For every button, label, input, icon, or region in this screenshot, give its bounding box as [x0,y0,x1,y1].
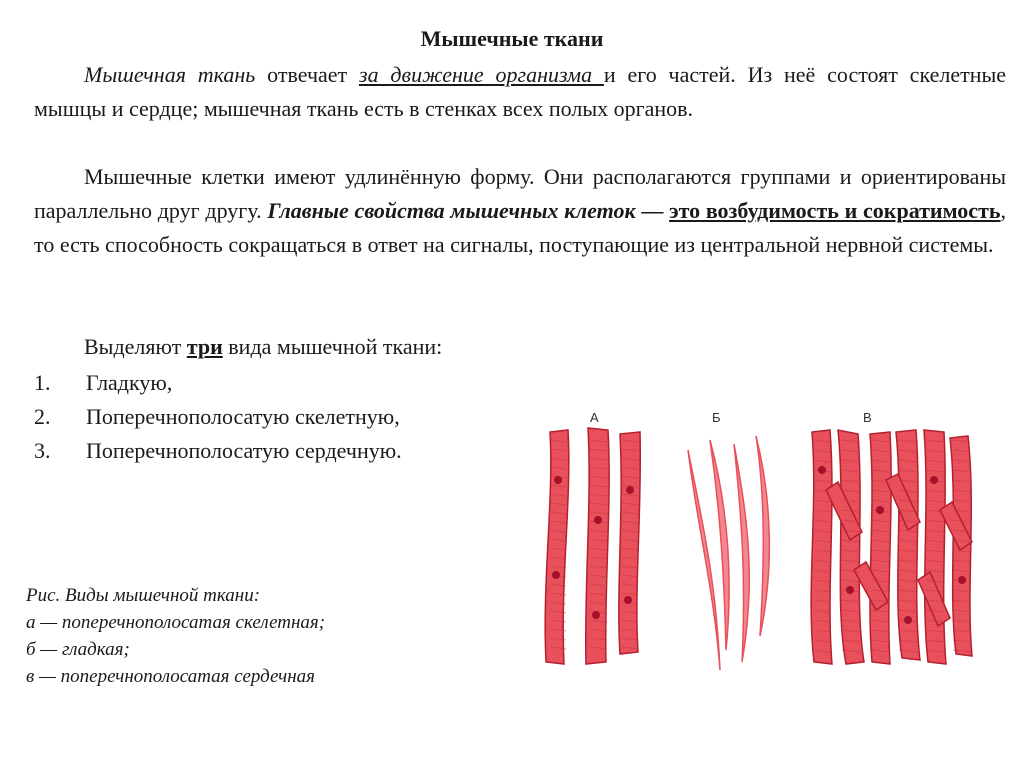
caption-line-a: а — поперечнополосатая скелетная; [26,612,326,633]
cardiac-fiber [838,430,864,664]
main-properties-phrase: Главные свойства мышечных клеток [267,198,636,223]
skeletal-fiber [586,428,609,664]
list-number: 2. [34,404,51,429]
cardiac-fiber [924,430,946,664]
nucleus [592,611,600,619]
label-a: А [590,410,599,425]
caption-line-c: в — поперечнополосатая сердечная [26,666,315,687]
paragraph-cells [34,160,1006,262]
nucleus [626,486,634,494]
nucleus [554,476,562,484]
text: Мышечные клетки имеют удлинённую форму. Они располагаются группами и ориентированы параллельно друг другу. [34,164,1006,223]
list-text: Поперечнополосатую скелетную, [86,404,400,429]
term-muscle-tissue: Мышечная ткань [84,62,256,87]
label-b: Б [712,410,721,425]
caption-line-b: б — гладкая; [26,639,130,660]
paragraph-intro [34,58,1006,126]
cardiac-branch [918,572,950,626]
list-item [34,366,402,400]
list-item [34,434,402,468]
nucleus [818,466,826,474]
list-text: Поперечнополосатую сердечную. [86,438,402,463]
nucleus [846,586,854,594]
smooth-cell [734,444,749,662]
page-title: Мышечные ткани [420,26,604,51]
nucleus [624,596,632,604]
paragraph-types-intro [34,330,1006,364]
nucleus [552,571,560,579]
tissue-types-list [34,366,402,468]
cardiac-fiber [811,430,832,664]
skeletal-fiber [545,430,569,664]
figure-caption [26,582,325,690]
text: , то есть способность сокращаться в ответ на сигналы, поступающие из центральной нервной системы. [34,198,1007,257]
cardiac-fiber [896,430,920,660]
smooth-muscle-cells [688,436,769,670]
cardiac-muscle-fibers [811,430,972,664]
text: Выделяют [84,334,187,359]
nucleus [930,476,938,484]
list-text: Гладкую, [86,370,173,395]
excitability-contractility-phrase: это возбудимость и сократимость [669,198,1001,223]
text: отвечает [255,62,359,87]
list-number: 1. [34,370,51,395]
label-c: В [863,410,872,425]
nucleus [876,506,884,514]
skeletal-muscle-fibers [545,428,640,664]
list-number: 3. [34,438,51,463]
text: вида мышечной ткани: [222,334,443,359]
list-item [34,400,402,434]
smooth-cell [756,436,769,636]
emphasis-three: три [186,334,223,359]
dash: — [635,198,670,223]
caption-title: Рис. Виды мышечной ткани: [26,585,261,606]
underlined-phrase: за движение организма [358,62,604,87]
muscle-tissue-illustration [520,400,1020,690]
smooth-cell [710,440,729,650]
cardiac-fiber [870,432,891,664]
nucleus [594,516,602,524]
nucleus [904,616,912,624]
text: и его частей. Из неё состоят скелетные мышцы и сердце; мышечная ткань есть в стенках всех полых органов. [34,62,1007,121]
nucleus [958,576,966,584]
